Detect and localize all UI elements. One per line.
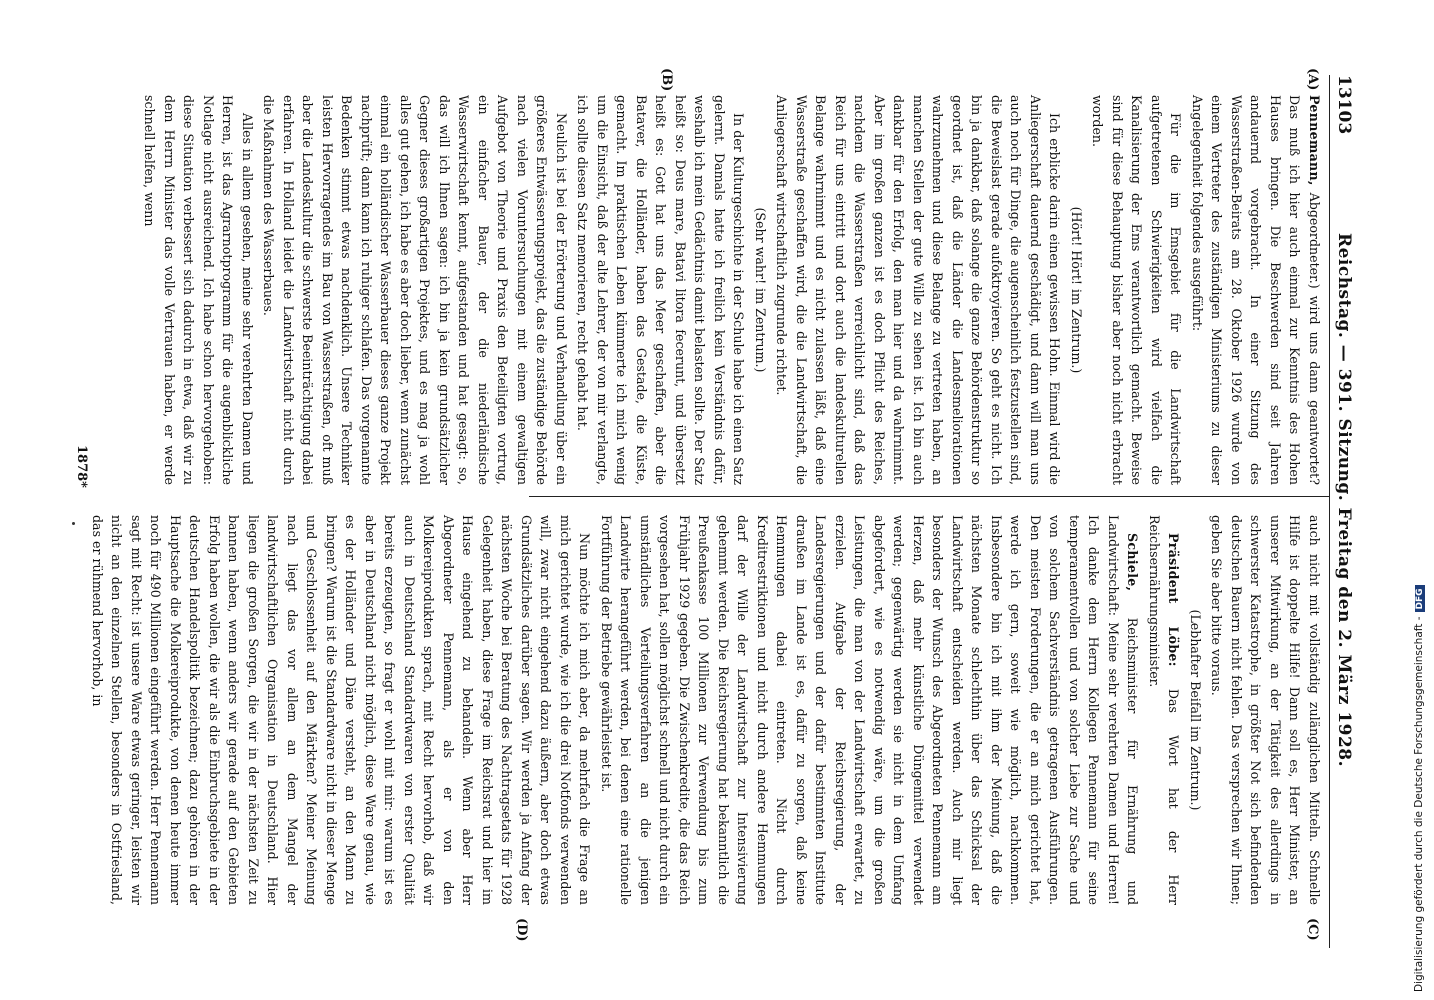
paragraph	[140, 95, 257, 485]
paragraph-text: Ich erblicke darin einen gewissen Hohn. Einmal wird die Anliegerschaft dauernd geschädigt, und dann will man uns auch noch für Dinge, die augenscheinlich festzustellen sind, die Beweislast gerade aufoktroyieren. So geht es nicht. Ich bin ja dankbar, daß solange die ganze Behördenstruktur so geordnet ist, daß die Länder die Landesmeliorationen wahrzunehmen und diese Belange zu vertreten haben, an manchen Stellen der gute Wille zu sehen ist. Ich bin auch dankbar für den Erfolg, den man hier und da wahrnimmt. Aber im großen ganzen ist es doch Pflicht des Reiches, nachdem die Wasserstraßen verreichlicht sind, daß das Reich für uns eintritt und dort auch die landeskulturellen Belange wahrnimmt und es nicht zulassen läßt, daß eine Wasserstraße geschaffen wird, die die Landwirtschaft, die Anliegerschaft wirtschaftlich zugrunde richtet.	[774, 95, 1063, 485]
paragraph-text: (Lebhafter Beifall im Zentrum.)	[1188, 609, 1203, 811]
digitization-note	[1410, 0, 1430, 1000]
paragraph	[259, 95, 571, 485]
paragraph	[573, 95, 749, 485]
paragraph-text: Abgeordneter.) wird uns dann geantwortet? Das muß ich hier auch einmal zur Kenntnis des Hohen Hauses bringen. Die Beschwerden sind seit Jahren andauernd vorgebracht. In einer Sitzung des Wasserstraßen-Beirats am 28. Oktober 1926 wurde von einem Vertreter des zuständigen Ministeriums zu dieser Angelegenheit folgendes ausgeführt:	[1190, 95, 1322, 485]
paragraph	[88, 515, 595, 905]
running-title: Reichstag. — 391. Sitzung. Freitag den 2. März 1928.	[1334, 232, 1354, 768]
speaker-name: Pennemann,	[1307, 95, 1322, 186]
margin-marker-c: (C)	[1305, 918, 1320, 941]
paragraph	[597, 515, 1143, 905]
paragraph-text: (Hört! Hört! im Zentrum.)	[1069, 206, 1084, 374]
paragraph-text: Nun möchte ich mich aber, da mehrfach die Frage an mich gerichtet wurde, wie ich die drei Notfonds verwenden will, zwar nicht eingehend dazu äußern, aber doch etwas Grundsätzliches darüber sagen. Wir werden ja Anfang der nächsten Woche bei Beratung des Nachtragsetats für 1928 Gelegenheit haben, diese Frage im Reichsrat und hier im Hause eingehend zu behandeln. Wenn aber Herr Abgeordneter Pennemann, als er von den Molkereiprodukten sprach, mit Recht hervorhob, daß wir auch in Deutschland Standardwaren von erster Qualität bereits erzeugten, so fragt er wohl mit mir: warum ist es aber in Deutschland nicht möglich, diese Ware genau, wie es der Holländer und Däne versteht, an den Mann zu bringen? Warum ist die Standardware nicht in dieser Menge und Geschlossenheit auf den Märkten? Meiner Meinung nach liegt das vor allem an dem Mangel der landwirtschaftlichen Organisation in Deutschland. Hier liegen die großen Sorgen, die wir in der nächsten Zeit zu bannen haben, wenn anders wir gerade auf den Gebieten Erfolg haben wollen, die wir als die Einbruchsgebiete in der deutschen Handelspolitik bezeichnen; dazu gehören in der Hauptsache die Molkereiprodukte, von denen heute immer noch für 490 Millionen eingeführt werden. Herr Pennemann sagt mit Recht: ist unsere Ware etwas geringer, leisten wir nicht an den einzelnen Stellen, besonders in Ostfriesland, das er rühmend hervorhob, in	[90, 515, 593, 905]
paragraph-text: Alles in allem gesehen, meine sehr verehrten Damen und Herren, ist das Agrarnotprogramm für die augenblickliche Notlage nicht ausreichend. Ich habe schon hervorgehoben: diese Situation verbessert sich dadurch in etwa, daß wir zu dem Herrn Minister das volle Vertrauen haben, er werde schnell helfen, wenn	[142, 95, 255, 485]
paragraph-text: Reichsminister für Ernährung und Landwirtschaft: Meine sehr verehrten Damen und Herren! Ich danke dem Herrn Kollegen Pennemann für seine temperamentvollen und von solcher Liebe zur Sache und von solchem Sachverständnis getragenen Ausführungen. Den meisten Forderungen, die er an mich gerichtet hat, werde ich gern, soweit wie möglich, nachkommen. Insbesondere bin ich mit ihm der Meinung, daß die nächsten Monate schlechthin über das Schicksal der Landwirtschaft entscheiden werden. Auch mir liegt besonders der Wunsch des Abgeordneten Pennemann am Herzen, daß mehr künstliche Düngemittel verwendet werden; gegenwärtig werden sie nicht in dem Umfang abgefordert, wie es notwendig wäre, um die großen Leistungen, die man von der Landwirtschaft erwartet, zu erzielen. Aufgabe der Reichsregierung, der Landesregierungen und der dafür bestimmten Institute draußen im Lande ist es, dafür zu sorgen, daß keine Hemmungen dabei eintreten. Nicht durch Kreditrestriktionen und nicht durch andere Hemmungen darf der Wille der Landwirtschaft zur Intensivierung gehemmt werden. Die Reichsregierung hat bekanntlich die Preußenkasse 100 Millionen zur Verwendung bis zum Frühjahr 1929 gegeben. Die Zwischenkredite, die das Reich vorgesehen hat, sollen möglichst schnell und nicht durch ein umständliches Verteilungsverfahren an die jenigen Landwirte herangeführt werden, bei denen eine rationelle Fortführung der Betriebe gewährleistet ist.	[599, 515, 1141, 905]
paragraph	[1186, 515, 1206, 905]
digitization-text: Digitalisierung gefördert durch die Deutsche Forschungsgemeinschaft -	[1413, 616, 1425, 992]
paragraph-text: Für die im Emsgebiet für die Landwirtschaft aufgetretenen Schwierigkeiten wird vielfach die Kanalisierung der Ems verantwortlich gemacht. Beweise sind für diese Behauptung bisher aber noch nicht erbracht worden.	[1090, 95, 1184, 485]
paragraph-text: (Sehr wahr! im Zentrum.)	[753, 207, 768, 373]
margin-marker-b: (B)	[659, 68, 674, 92]
paragraph	[751, 95, 771, 485]
signature-number: 1878*	[74, 445, 89, 488]
paragraph-text: Das Wort hat der Herr Reichsernährungsminister.	[1147, 515, 1182, 905]
dfg-logo: DFG	[1415, 585, 1425, 612]
page-header	[1326, 0, 1356, 1000]
paragraph	[772, 95, 1065, 485]
paragraph	[1207, 515, 1324, 905]
paragraph	[1067, 95, 1087, 485]
paragraph	[1145, 515, 1184, 905]
paragraph-text: Neulich ist bei der Erörterung und Verhandlung über ein größeres Entwässerungsprojekt, das die zuständige Behörde nach vielen Voruntersuchungen mit einem gewaltigen Aufgebot von Theorie und Praxis den Beteiligten vortrug, ein einfacher Bauer, der die niederländische Wasserwirtschaft kennt, aufgestanden und hat gesagt: so, das will ich Ihnen sagen: ich bin ja kein grundsätzlicher Gegner dieses großartigen Projektes, und es mag ja wohl alles gut gehen, ich habe es aber doch lieber, wenn zunächst einmal ein holländischer Wasserbauer dieses ganze Projekt nachprüft; dann kann ich ruhiger schlafen. Das vorgenannte Bedenken stimmt etwas nachdenklich. Unsere Techniker leisten Hervorragendes im Bau von Wasserstraßen, oft muß aber die Landeskultur die schwerste Beeinträchtigung dabei erfahren. In Holland leidet die Landwirtschaft nicht durch die Maßnahmen des Wasserbaues.	[261, 95, 569, 486]
margin-marker-d: (D)	[514, 918, 529, 942]
right-column	[86, 515, 1325, 905]
margin-marker-a: (A)	[1305, 68, 1320, 91]
paragraph	[1188, 95, 1325, 485]
left-column	[138, 95, 1324, 485]
column-divider	[529, 496, 1329, 497]
speaker-name: Präsident Löbe:	[1166, 533, 1182, 667]
paragraph	[1088, 95, 1186, 485]
header-rule	[1329, 75, 1330, 948]
paragraph-text: auch nicht mit vollständig zulänglichen Mitteln. Schnelle Hilfe ist doppelte Hilfe! Dann soll es, Herr Minister, an unserer Mitwirkung, an der Tätigkeit des allerdings in schwerster Katastrophe, in größter Not sich befindenden deutschen Bauern nicht fehlen. Das versprechen wir Ihnen; geben Sie aber bitte voraus.	[1209, 515, 1322, 905]
page-number: 13103	[1334, 75, 1354, 135]
paragraph-text: In der Kulturgeschichte in der Schule habe ich einen Satz gelernt. Damals hatte ich freilich kein Verständnis dafür, weshalb ich mein Gedächtnis damit belasten sollte. Der Satz heißt so: Deus mare, Batavi litora fecerunt, und übersetzt heißt es: Gott hat uns das Meer geschaffen, aber die Bataver, die Holländer, haben das Gestade, die Küste, gemacht. Im praktischen Leben kümmerte ich mich wenig um die Einsicht, daß der alte Lehrer, der von mir verlangte, ich sollte diesen Satz memorieren, recht gehabt hat.	[575, 95, 747, 485]
speck	[72, 522, 75, 525]
speaker-name: Schiele,	[1125, 533, 1141, 592]
